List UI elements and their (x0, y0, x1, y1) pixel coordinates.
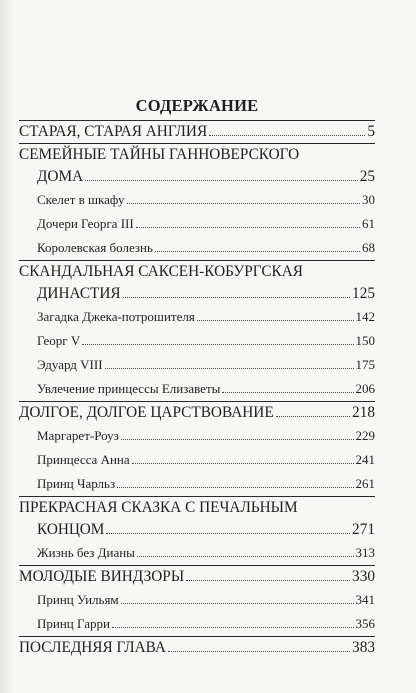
dot-leader (222, 392, 353, 393)
section-entry-title: ДОЛГОЕ, ДОЛГОЕ ЦАРСТВОВАНИЕ (19, 404, 274, 421)
subsection-entry-title: Георг V (37, 333, 81, 348)
subsection-entry-page: 206 (355, 381, 375, 396)
section-title[interactable]: СЕМЕЙНЫЕ ТАЙНЫ ГАННОВЕРСКОГО (19, 146, 300, 163)
subsection-entry-title: Эдуард VIII (37, 357, 103, 372)
toc-heading: СОДЕРЖАНИЕ (135, 96, 259, 115)
subsection-entry-title: Жизнь без Дианы (37, 545, 135, 560)
subsection-entry-title: Принц Гарри (37, 616, 110, 631)
subsection-entry[interactable] (19, 212, 375, 236)
subsection-entry[interactable] (19, 472, 375, 496)
subsection-entry-page: 261 (355, 476, 375, 491)
subsection-entry-page: 313 (355, 545, 375, 560)
subsection-entry[interactable] (19, 236, 375, 260)
subsection-entry-title: Королевская болезнь (37, 240, 153, 255)
section-entry-page: 5 (367, 123, 375, 140)
dot-leader (121, 603, 354, 604)
dot-leader (112, 627, 354, 628)
subsection-entry[interactable] (19, 353, 375, 377)
dot-leader (137, 556, 354, 557)
toc-section (19, 402, 375, 496)
section-entry-page: 271 (352, 521, 375, 538)
section-entry[interactable] (19, 566, 375, 588)
dot-leader (209, 135, 365, 136)
dot-leader (186, 580, 350, 581)
dot-leader (82, 344, 353, 345)
section-entry-page: 383 (352, 639, 375, 656)
subsection-entry-page: 30 (362, 192, 375, 207)
dot-leader (168, 651, 350, 652)
subsection-entry-page: 241 (355, 452, 375, 467)
section-entry-title: ДИНАСТИЯ (37, 285, 121, 302)
section-entry[interactable] (19, 121, 375, 143)
subsection-entry-title: Загадка Джека-потрошителя (37, 309, 195, 324)
subsection-entry[interactable] (19, 612, 375, 636)
toc-section (19, 637, 375, 659)
subsection-entry-page: 356 (355, 616, 375, 631)
subsection-entry-title: Принцесса Анна (37, 452, 130, 467)
toc-body (19, 120, 375, 659)
dot-leader (132, 463, 354, 464)
section-entry-title: ПОСЛЕДНЯЯ ГЛАВА (19, 639, 166, 656)
section-entry[interactable] (19, 166, 375, 188)
toc-section (19, 121, 375, 143)
subsection-entry[interactable] (19, 377, 375, 401)
section-entry-title: ДОМА (37, 168, 84, 185)
toc-section (19, 497, 375, 565)
section-entry[interactable] (19, 283, 375, 305)
subsection-entry[interactable] (19, 424, 375, 448)
dot-leader (127, 203, 360, 204)
subsection-entry-page: 175 (355, 357, 375, 372)
subsection-entry-page: 150 (355, 333, 375, 348)
dot-leader (117, 487, 353, 488)
subsection-entry[interactable] (19, 188, 375, 212)
subsection-entry-page: 142 (355, 309, 375, 324)
subsection-entry[interactable] (19, 541, 375, 565)
section-entry[interactable] (19, 519, 375, 541)
toc-section (19, 261, 375, 401)
dot-leader (155, 251, 360, 252)
subsection-entry-page: 68 (362, 240, 375, 255)
subsection-entry[interactable] (19, 588, 375, 612)
section-entry-page: 330 (352, 568, 375, 585)
section-title[interactable]: СКАНДАЛЬНАЯ САКСЕН-КОБУРГСКАЯ (19, 263, 304, 280)
dot-leader (105, 368, 354, 369)
table-of-contents (19, 96, 375, 659)
subsection-entry-title: Дочери Георга III (37, 216, 134, 231)
subsection-entry[interactable] (19, 329, 375, 353)
section-entry-page: 218 (352, 404, 375, 421)
toc-section (19, 144, 375, 260)
dot-leader (276, 416, 350, 417)
section-title[interactable]: ПРЕКРАСНАЯ СКАЗКА С ПЕЧАЛЬНЫМ (19, 499, 298, 516)
page-edge-shadow (0, 0, 14, 693)
dot-leader (197, 320, 354, 321)
subsection-entry-title: Принц Уильям (37, 592, 119, 607)
subsection-entry-title: Увлечение принцессы Елизаветы (37, 381, 221, 396)
section-entry-title: КОНЦОМ (37, 521, 105, 538)
subsection-entry-page: 61 (362, 216, 375, 231)
section-entry[interactable] (19, 402, 375, 424)
dot-leader (123, 297, 350, 298)
subsection-entry[interactable] (19, 448, 375, 472)
dot-leader (106, 533, 350, 534)
dot-leader (121, 439, 354, 440)
subsection-entry-page: 341 (355, 592, 375, 607)
section-entry-page: 125 (352, 285, 375, 302)
subsection-entry-page: 229 (355, 428, 375, 443)
section-entry[interactable] (19, 637, 375, 659)
dot-leader (136, 227, 360, 228)
toc-section (19, 566, 375, 636)
section-entry-title: СТАРАЯ, СТАРАЯ АНГЛИЯ (19, 123, 208, 140)
section-entry-page: 25 (359, 168, 375, 185)
subsection-entry-title: Принц Чарльз (37, 476, 116, 491)
subsection-entry-title: Маргарет-Роуз (37, 428, 119, 443)
subsection-entry[interactable] (19, 305, 375, 329)
section-entry-title: МОЛОДЫЕ ВИНДЗОРЫ (19, 568, 185, 585)
subsection-entry-title: Скелет в шкафу (37, 192, 125, 207)
dot-leader (85, 180, 358, 181)
